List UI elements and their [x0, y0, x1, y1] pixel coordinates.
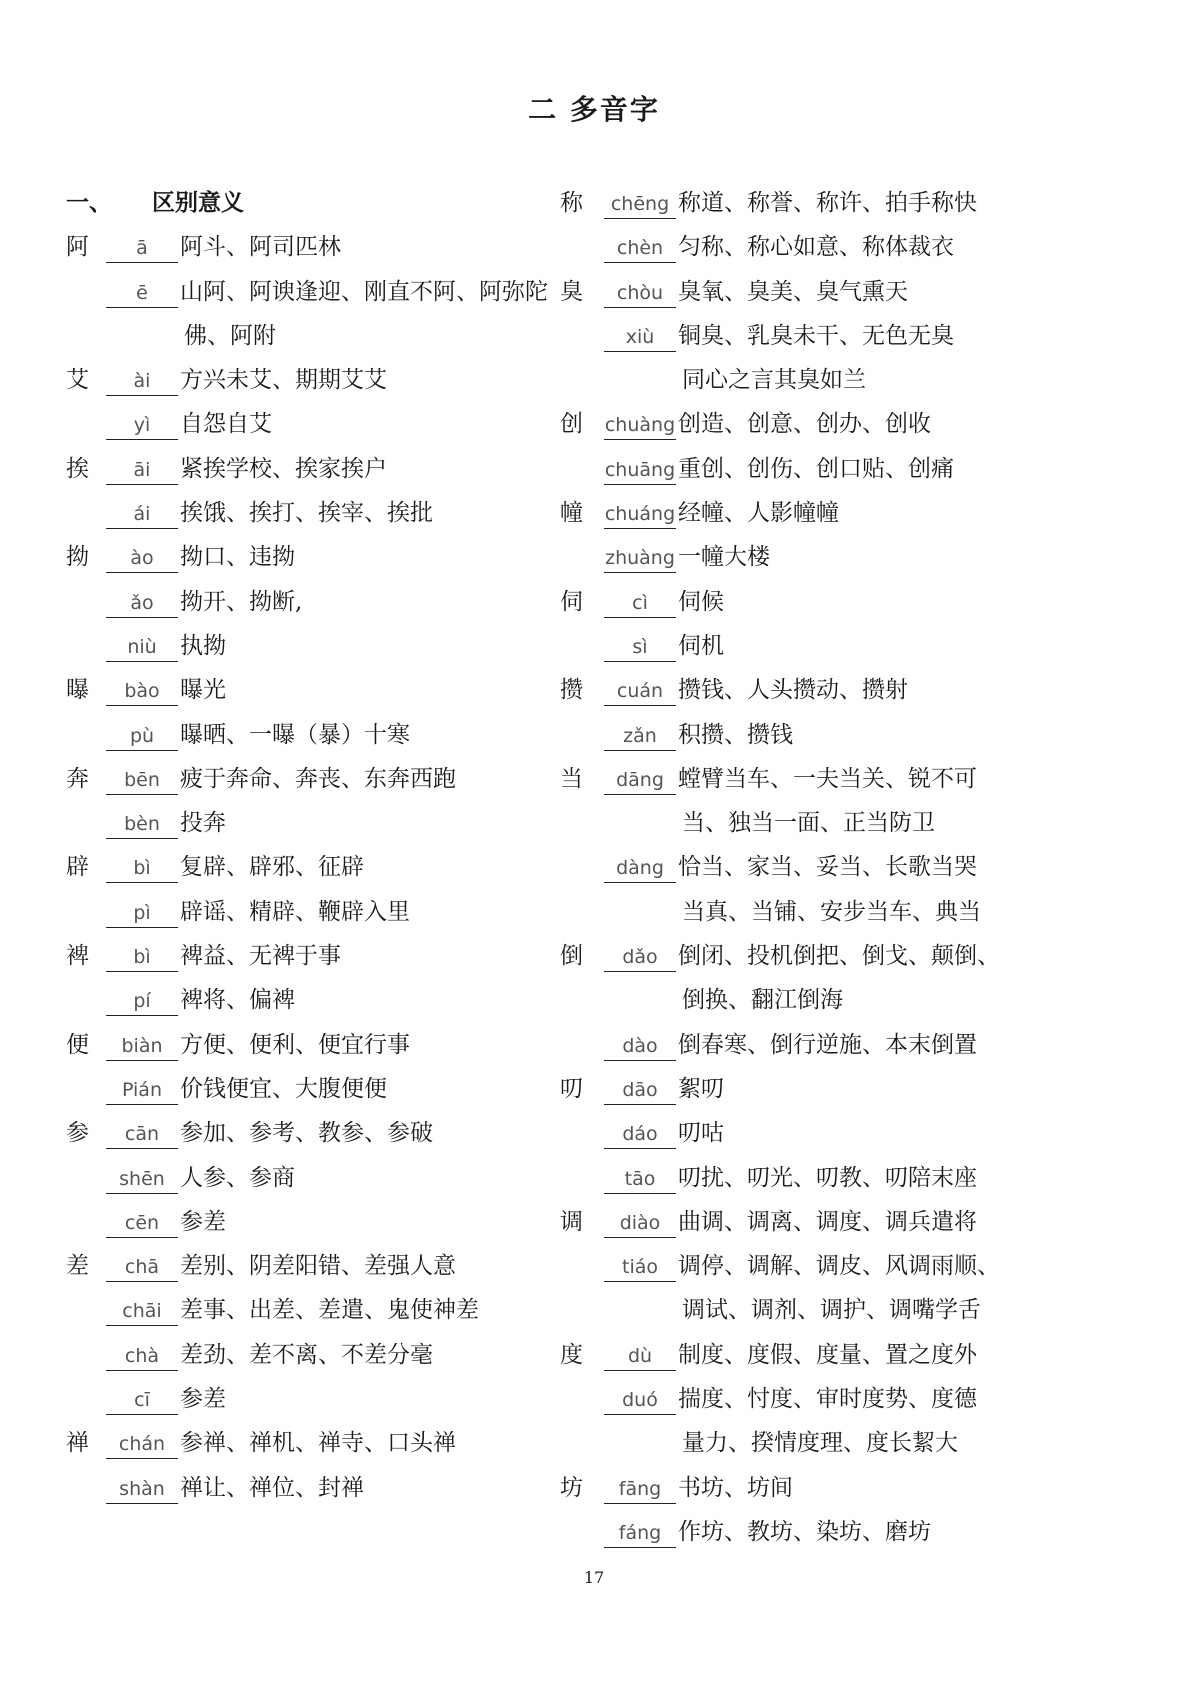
example-words: 投奔: [180, 810, 226, 837]
example-words: 倒换、翻江倒海: [682, 987, 843, 1014]
head-character: 便: [66, 1031, 89, 1058]
entry-row: [66, 941, 586, 985]
entry-row: [604, 1163, 1124, 1207]
pinyin-blank: bào: [106, 675, 178, 706]
example-words: 当、独当一面、正当防卫: [682, 810, 935, 837]
head-character: 倒: [560, 943, 583, 970]
pinyin-blank: tāo: [604, 1163, 676, 1194]
pinyin-blank: bì: [106, 941, 178, 972]
pinyin-blank: chòu: [604, 277, 676, 308]
pinyin-blank: fāng: [604, 1473, 676, 1504]
example-words: 疲于奔命、奔丧、东奔西跑: [180, 765, 456, 792]
entry-row: [66, 232, 586, 276]
example-words: 裨益、无裨于事: [180, 943, 341, 970]
example-words: 创造、创意、创办、创收: [678, 411, 931, 438]
entry-row: [560, 409, 1124, 453]
entry-row: [66, 852, 586, 896]
entry-row: [560, 188, 1124, 232]
example-words: 参差: [180, 1208, 226, 1235]
entry-row: [66, 409, 586, 453]
head-character: 当: [560, 765, 583, 792]
pinyin-blank: dáo: [604, 1118, 676, 1149]
entry-row: [604, 1030, 1124, 1074]
example-words: 作坊、教坊、染坊、磨坊: [678, 1518, 931, 1545]
head-character: 攒: [560, 677, 583, 704]
pinyin-blank: ǎo: [106, 587, 178, 618]
pinyin-blank: chuàng: [604, 409, 676, 440]
entry-row: [66, 985, 586, 1029]
entry-row: [66, 675, 586, 719]
example-words: 方兴未艾、期期艾艾: [180, 367, 387, 394]
pinyin-blank: dàng: [604, 852, 676, 883]
pinyin-blank: tiáo: [604, 1251, 676, 1282]
entry-row: [604, 232, 1124, 276]
entry-row: [66, 365, 586, 409]
entry-row: [560, 1473, 1124, 1517]
pinyin-blank: niù: [106, 631, 178, 662]
head-character: 称: [560, 190, 583, 216]
entry-row: [560, 1340, 1124, 1384]
head-character: 曝: [66, 677, 89, 704]
example-words: 倒春寒、倒行逆施、本末倒置: [678, 1031, 977, 1058]
head-character: 裨: [66, 943, 89, 970]
example-words: 匀称、称心如意、称体裁衣: [678, 234, 954, 261]
pinyin-blank: cēn: [106, 1207, 178, 1238]
pinyin-blank: āi: [106, 454, 178, 485]
example-words: 伺机: [678, 632, 724, 659]
example-words: 调试、调剂、调护、调嘴学舌: [682, 1297, 981, 1324]
example-words: 阿斗、阿司匹林: [180, 234, 341, 261]
head-character: 坊: [560, 1474, 583, 1501]
pinyin-blank: zǎn: [604, 720, 676, 751]
example-words: 差事、出差、差遣、鬼使神差: [180, 1297, 479, 1324]
head-character: 幢: [560, 500, 583, 527]
entry-row: [66, 808, 586, 852]
example-words: 絮叨: [678, 1075, 724, 1102]
entry-row: [66, 1340, 586, 1384]
example-words: 曝晒、一曝（暴）十寒: [180, 721, 410, 748]
entry-row: [66, 1384, 586, 1428]
entry-row: [604, 852, 1124, 896]
example-words: 佛、阿附: [184, 322, 276, 349]
pinyin-blank: pù: [106, 720, 178, 751]
pinyin-blank: Pián: [106, 1074, 178, 1105]
entry-row: [66, 1118, 586, 1162]
pinyin-blank: ài: [106, 365, 178, 396]
head-character: 差: [66, 1253, 89, 1280]
head-character: 挨: [66, 455, 89, 482]
pinyin-blank: bēn: [106, 764, 178, 795]
pinyin-blank: chuāng: [604, 454, 676, 485]
pinyin-blank: cī: [106, 1384, 178, 1415]
head-character: 艾: [66, 367, 89, 394]
head-character: 禅: [66, 1430, 89, 1457]
entry-row: [604, 631, 1124, 675]
pinyin-blank: fáng: [604, 1517, 676, 1548]
example-words: 山阿、阿谀逢迎、刚直不阿、阿弥陀: [180, 278, 548, 305]
example-words: 伺候: [678, 588, 724, 615]
entry-row: [560, 675, 1124, 719]
entry-row: [604, 1384, 1124, 1428]
entry-row: [604, 985, 1124, 1029]
example-words: 螳臂当车、一夫当关、锐不可: [678, 765, 977, 792]
example-words: 参禅、禅机、禅寺、口头禅: [180, 1430, 456, 1457]
example-words: 差劲、差不离、不差分毫: [180, 1341, 433, 1368]
pinyin-blank: chāi: [106, 1295, 178, 1326]
pinyin-blank: cì: [604, 587, 676, 618]
head-character: 辟: [66, 854, 89, 881]
page-title: 二 多音字: [528, 93, 660, 126]
entry-row: [66, 1030, 586, 1074]
example-words: 制度、度假、度量、置之度外: [678, 1341, 977, 1368]
entry-row: [66, 764, 586, 808]
example-words: 禅让、禅位、封禅: [180, 1474, 364, 1501]
entry-row: [66, 277, 586, 321]
head-character: 奔: [66, 765, 89, 792]
pinyin-blank: chèn: [604, 232, 676, 263]
head-character: 调: [560, 1208, 583, 1235]
entry-row: [66, 1473, 586, 1517]
entry-row: [604, 542, 1124, 586]
example-words: 叨扰、叨光、叨教、叨陪末座: [678, 1164, 977, 1191]
entry-row: [604, 808, 1124, 852]
example-words: 参差: [180, 1386, 226, 1413]
example-words: 调停、调解、调皮、风调雨顺、: [678, 1253, 1000, 1280]
entry-row: [604, 1428, 1124, 1472]
pinyin-blank: ào: [106, 542, 178, 573]
entry-row: [604, 897, 1124, 941]
section-number: 一、: [66, 190, 112, 216]
pinyin-blank: ē: [106, 277, 178, 308]
example-words: 复辟、辟邪、征辟: [180, 854, 364, 881]
example-words: 书坊、坊间: [678, 1474, 793, 1501]
example-words: 同心之言其臭如兰: [682, 367, 866, 394]
example-words: 拗开、拗断,: [180, 588, 303, 615]
example-words: 差别、阴差阳错、差强人意: [180, 1253, 456, 1280]
pinyin-blank: ái: [106, 498, 178, 529]
pinyin-blank: dǎo: [604, 941, 676, 972]
pinyin-blank: shàn: [106, 1473, 178, 1504]
entry-row: [66, 321, 586, 365]
entry-row: [560, 498, 1124, 542]
example-words: 一幢大楼: [678, 544, 770, 571]
example-words: 攒钱、人头攒动、攒射: [678, 677, 908, 704]
pinyin-blank: chēng: [604, 188, 676, 219]
pinyin-blank: pí: [106, 985, 178, 1016]
section-label: 区别意义: [152, 190, 244, 216]
head-character: 拗: [66, 544, 89, 571]
example-words: 揣度、忖度、审时度势、度德: [678, 1386, 977, 1413]
pinyin-blank: pì: [106, 897, 178, 928]
head-character: 臭: [560, 278, 583, 305]
example-words: 价钱便宜、大腹便便: [180, 1075, 387, 1102]
left-column: [66, 188, 586, 1517]
entry-row: [66, 720, 586, 764]
page-number: 17: [583, 1568, 605, 1587]
entry-row: [66, 631, 586, 675]
example-words: 辟谣、精辟、鞭辟入里: [180, 898, 410, 925]
example-words: 挨饿、挨打、挨宰、挨批: [180, 500, 433, 527]
entry-row: [560, 587, 1124, 631]
pinyin-blank: dù: [604, 1340, 676, 1371]
pinyin-blank: bì: [106, 852, 178, 883]
entry-row: [66, 498, 586, 542]
head-character: 创: [560, 411, 583, 438]
entry-row: [66, 1251, 586, 1295]
pinyin-blank: chán: [106, 1428, 178, 1459]
entry-row: [604, 1118, 1124, 1162]
head-character: 参: [66, 1120, 89, 1147]
example-words: 裨将、偏裨: [180, 987, 295, 1014]
example-words: 臭氧、臭美、臭气熏天: [678, 278, 908, 305]
head-character: 度: [560, 1341, 583, 1368]
example-words: 曝光: [180, 677, 226, 704]
example-words: 曲调、调离、调度、调兵遣将: [678, 1208, 977, 1235]
pinyin-blank: bèn: [106, 808, 178, 839]
pinyin-blank: sì: [604, 631, 676, 662]
entry-row: [66, 587, 586, 631]
example-words: 称道、称誉、称许、拍手称快: [678, 190, 977, 216]
example-words: 参加、参考、教参、参破: [180, 1120, 433, 1147]
entry-row: [604, 1251, 1124, 1295]
pinyin-blank: diào: [604, 1207, 676, 1238]
section-heading: [66, 188, 586, 232]
example-words: 量力、揆情度理、度长絜大: [682, 1430, 958, 1457]
example-words: 叨咕: [678, 1120, 724, 1147]
example-words: 执拗: [180, 632, 226, 659]
entry-row: [604, 454, 1124, 498]
entry-row: [604, 321, 1124, 365]
entry-row: [66, 1074, 586, 1118]
example-words: 紧挨学校、挨家挨户: [180, 455, 387, 482]
head-character: 伺: [560, 588, 583, 615]
entry-row: [560, 941, 1124, 985]
entry-row: [604, 720, 1124, 764]
example-words: 经幢、人影幢幢: [678, 500, 839, 527]
head-character: 叨: [560, 1075, 583, 1102]
pinyin-blank: cuán: [604, 675, 676, 706]
entry-row: [66, 1207, 586, 1251]
pinyin-blank: dào: [604, 1030, 676, 1061]
example-words: 当真、当铺、安步当车、典当: [682, 898, 981, 925]
pinyin-blank: dāo: [604, 1074, 676, 1105]
example-words: 重创、创伤、创口贴、创痛: [678, 455, 954, 482]
example-words: 方便、便利、便宜行事: [180, 1031, 410, 1058]
example-words: 人参、参商: [180, 1164, 295, 1191]
pinyin-blank: chā: [106, 1251, 178, 1282]
entry-row: [604, 1517, 1124, 1561]
entry-row: [604, 365, 1124, 409]
pinyin-blank: biàn: [106, 1030, 178, 1061]
example-words: 倒闭、投机倒把、倒戈、颠倒、: [678, 943, 1000, 970]
pinyin-blank: ā: [106, 232, 178, 263]
right-column: [560, 188, 1124, 1561]
example-words: 自怨自艾: [180, 411, 272, 438]
pinyin-blank: shēn: [106, 1163, 178, 1194]
entry-row: [560, 1074, 1124, 1118]
pinyin-blank: xiù: [604, 321, 676, 352]
example-words: 铜臭、乳臭未干、无色无臭: [678, 322, 954, 349]
pinyin-blank: chuáng: [604, 498, 676, 529]
example-words: 积攒、攒钱: [678, 721, 793, 748]
example-words: 拗口、违拗: [180, 544, 295, 571]
entry-row: [560, 277, 1124, 321]
entry-row: [66, 1295, 586, 1339]
pinyin-blank: zhuàng: [604, 542, 676, 573]
pinyin-blank: chà: [106, 1340, 178, 1371]
entry-row: [66, 897, 586, 941]
entry-row: [66, 1163, 586, 1207]
entry-row: [604, 1295, 1124, 1339]
pinyin-blank: cān: [106, 1118, 178, 1149]
head-character: 阿: [66, 234, 89, 261]
entry-row: [66, 1428, 586, 1472]
pinyin-blank: yì: [106, 409, 178, 440]
example-words: 恰当、家当、妥当、长歌当哭: [678, 854, 977, 881]
entry-row: [66, 454, 586, 498]
entry-row: [66, 542, 586, 586]
pinyin-blank: dāng: [604, 764, 676, 795]
pinyin-blank: duó: [604, 1384, 676, 1415]
entry-row: [560, 1207, 1124, 1251]
entry-row: [560, 764, 1124, 808]
